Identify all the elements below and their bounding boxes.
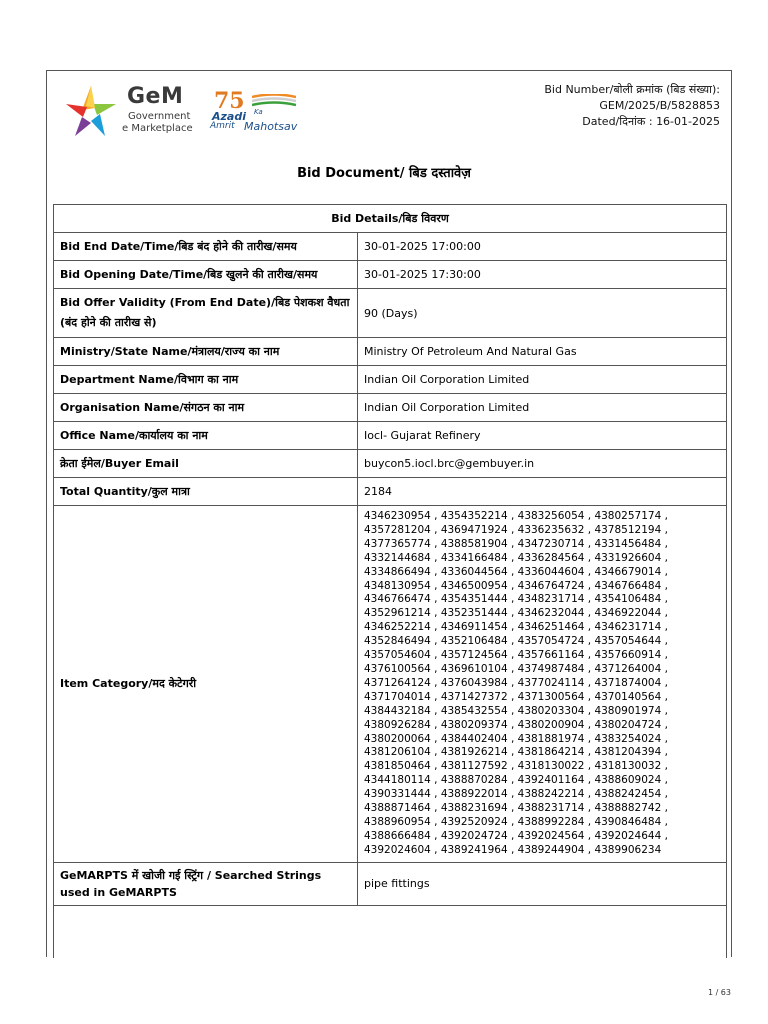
bid-number-label: Bid Number/बोली क्रमांक (बिड संख्या): [544,83,720,96]
row-value: Indian Oil Corporation Limited [358,366,727,394]
item-line: 4346252214 , 4346911454 , 4346251464 , 4346231714 , [364,621,668,634]
item-line: 4344180114 , 4388870284 , 4392401164 , 4388609024 , [364,774,668,787]
row-value: 2184 [358,478,727,506]
table-row [54,478,727,506]
table-header-row [54,205,727,233]
table-row [54,366,727,394]
row-label: Department Name/विभाग का नाम [54,366,358,394]
item-line: 4357054604 , 4357124564 , 4357661164 , 4357660914 , [364,649,668,662]
item-line: 4348130954 , 4346500954 , 4346764724 , 4346766484 , [364,579,668,592]
azadi-amrit: Amrit [210,121,235,131]
table-row [54,233,727,261]
row-label: GeMARPTS में खोजी गई स्ट्रिंग / Searched Strings used in GeMARPTS [54,862,358,905]
row-value: buycon5.iocl.brc@gembuyer.in [358,450,727,478]
item-line: 4352961214 , 4352351444 , 4346232044 , 4346922044 , [364,607,668,620]
row-value: Ministry Of Petroleum And Natural Gas [358,338,727,366]
bid-details-header: Bid Details/बिड विवरण [54,205,727,233]
item-line: 4392024604 , 4389241964 , 4389244904 , 4389906234 [364,843,662,856]
row-value: 30-01-2025 17:00:00 [358,233,727,261]
azadi-logo [208,88,318,138]
gem-star-icon [60,80,122,142]
row-label: Item Category/मद केटेगरी [54,506,358,863]
item-line: 4352846494 , 4352106484 , 4357054724 , 4357054644 , [364,635,668,648]
azadi-mahotsav: Mahotsav [244,120,298,133]
row-label: Bid End Date/Time/बिड बंद होने की तारीख/समय [54,233,358,261]
row-value: Indian Oil Corporation Limited [358,394,727,422]
item-line: 4388871464 , 4388231694 , 4388231714 , 4388882742 , [364,802,668,815]
item-line: 4380200064 , 4384402404 , 4381881974 , 4383254024 , [364,732,668,745]
table-row [54,394,727,422]
item-line: 4376100564 , 4369610104 , 4374987484 , 4371264004 , [364,662,668,675]
table-row [54,289,727,338]
row-value: Iocl- Gujarat Refinery [358,422,727,450]
item-line: 4346766474 , 4354351444 , 4348231714 , 4354106484 , [364,593,668,606]
gem-subtitle-marketplace: e Marketplace [122,123,193,134]
gem-subtitle-government: Government [128,111,191,122]
item-line: 4390331444 , 4388922014 , 4388242214 , 4388242454 , [364,788,668,801]
item-line: 4346230954 , 4354352214 , 4383256054 , 4380257174 , [364,510,668,522]
next-section-box [53,898,727,958]
row-label: Organisation Name/संगठन का नाम [54,394,358,422]
gem-title: GeM [127,84,184,109]
bid-details-table [53,204,727,906]
row-label: Total Quantity/कुल मात्रा [54,478,358,506]
page-number: 1 / 63 [707,988,731,997]
item-line: 4377365774 , 4388581904 , 4347230714 , 4331456484 , [364,537,668,550]
row-value: 30-01-2025 17:30:00 [358,261,727,289]
item-line: 4371704014 , 4371427372 , 4371300564 , 4370140564 , [364,690,668,703]
dated-value: 16-01-2025 [656,115,720,128]
flag-stripes-icon [252,94,296,108]
row-value: 90 (Days) [358,289,727,338]
azadi-ka: Ka [254,108,263,116]
bid-number: GEM/2025/B/5828853 [599,99,720,112]
item-line: 4381850464 , 4381127592 , 4318130022 , 4318130032 , [364,760,668,773]
azadi-word: Azadi [212,110,246,123]
item-line: 4388666484 , 4392024724 , 4392024564 , 4392024644 , [364,829,668,842]
table-row [54,422,727,450]
table-row [54,450,727,478]
item-line: 4357281204 , 4369471924 , 4336235632 , 4378512194 , [364,523,668,536]
table-row-item-category [54,506,727,863]
row-label: Ministry/State Name/मंत्रालय/राज्य का नाम [54,338,358,366]
dated-line [544,114,720,130]
item-line: 4371264124 , 4376043984 , 4377024114 , 4371874004 , [364,676,668,689]
azadi-75: 75 [214,88,245,114]
row-label: Office Name/कार्यालय का नाम [54,422,358,450]
item-category-list [358,506,727,863]
item-line: 4384432184 , 4385432554 , 4380203304 , 4380901974 , [364,704,668,717]
row-label: Bid Opening Date/Time/बिड खुलने की तारीख/समय [54,261,358,289]
item-line: 4380926284 , 4380209374 , 4380200904 , 4380204724 , [364,718,668,731]
row-label: क्रेता ईमेल/Buyer Email [54,450,358,478]
dated-label: Dated/दिनांक : [582,115,653,128]
row-value: pipe fittings [358,862,727,905]
table-row [54,261,727,289]
bid-meta [544,82,720,130]
item-line: 4388960954 , 4392520924 , 4388992284 , 4390846484 , [364,815,668,828]
document-title: Bid Document/ बिड दस्तावेज़ [297,166,471,181]
table-row [54,338,727,366]
item-line: 4381206104 , 4381926214 , 4381864214 , 4381204394 , [364,746,668,759]
item-line: 4332144684 , 4334166484 , 4336284564 , 4331926604 , [364,551,668,564]
row-label: Bid Offer Validity (From End Date)/बिड पेशकश वैधता (बंद होने की तारीख से) [54,289,358,338]
gem-logo [60,80,200,142]
item-line: 4334866494 , 4336044564 , 4336044604 , 4346679014 , [364,565,668,578]
